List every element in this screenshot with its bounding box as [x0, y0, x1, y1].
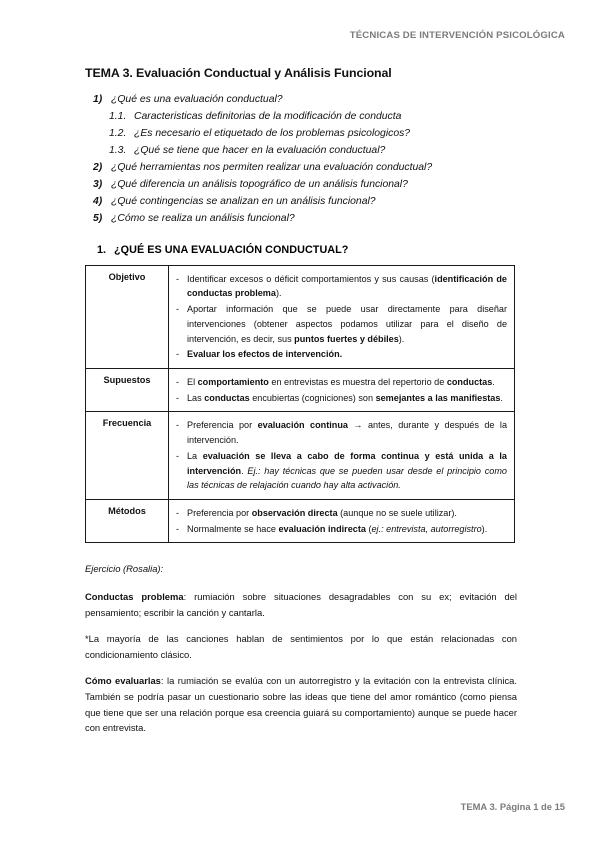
- outline-item-number: 2): [93, 161, 103, 173]
- bullet-item: [176, 391, 507, 406]
- outline-item-number: 4): [93, 195, 103, 207]
- concept-table: [85, 265, 515, 544]
- bullet-item: [176, 506, 507, 521]
- text-run: El: [187, 376, 198, 387]
- outline-item-number: 5): [93, 212, 103, 224]
- text-run: (aunque no se suele utilizar).: [337, 507, 457, 518]
- outline-item: [85, 177, 517, 194]
- text-run: identificación de conductas problema: [187, 273, 507, 299]
- songs-note: [85, 631, 517, 662]
- bullet-item: [176, 375, 507, 390]
- outline-item-label: ¿Qué es una evaluación conductual?: [111, 94, 283, 105]
- outline-item: [85, 143, 517, 160]
- outline-item: [85, 92, 517, 109]
- table-row-label: Métodos: [86, 499, 169, 542]
- exercise-label: [85, 561, 517, 577]
- text-run: Aportar información que se puede usar directamente para diseñar intervenciones (obtener aspectos podamos utilizar para el diseño de intervención, es decir, sus: [187, 304, 507, 344]
- text-run: Evaluar los efectos de intervención.: [187, 349, 343, 360]
- prose-section: [85, 561, 517, 735]
- outline-item-number: 1.3.: [109, 144, 127, 156]
- text-run: → antes, durante y después de la intervención.: [187, 420, 508, 446]
- text-run: puntos fuertes y débiles: [294, 333, 399, 344]
- concept-table-body: [86, 265, 515, 543]
- table-row-content: [169, 412, 515, 500]
- bullet-list: [176, 418, 507, 493]
- text-run: La: [187, 450, 203, 461]
- text-run: .: [500, 392, 503, 403]
- text-run: Normalmente se hace: [187, 523, 279, 534]
- table-row-content: [169, 368, 515, 411]
- outline-list: [85, 92, 517, 228]
- text-run: Ej.: hay técnicas que se pueden usar desde el principio como las técnicas de relajación cuando hay alta activación.: [187, 465, 507, 491]
- text-run: .: [241, 465, 248, 476]
- text-run: evaluación continua: [257, 420, 348, 431]
- running-header: TÉCNICAS DE INTERVENCIÓN PSICOLÓGICA: [349, 30, 565, 41]
- section-heading-text: ¿QUÉ ES UNA EVALUACIÓN CONDUCTUAL?: [114, 243, 349, 256]
- page-title: TEMA 3. Evaluación Conductual y Análisis Funcional: [85, 66, 392, 80]
- text-run: conductas: [204, 392, 250, 403]
- text-run: ).: [398, 333, 405, 344]
- text-run: Preferencia por: [187, 507, 252, 518]
- text-run: ).: [481, 523, 488, 534]
- outline-item-label: ¿Qué diferencia un análisis topográfico de un análisis funcional?: [111, 178, 408, 190]
- text-run: conductas: [446, 376, 493, 387]
- text-run: evaluación se lleva a cabo de forma continua y está unida a la intervención: [187, 450, 507, 476]
- text-run: : la rumiación se evalúa con un autorregistro y la evitación con la entrevista clínica. También se podría pasar un cuestionario sobre las ideas que tiene del amor romántico (como piensa que tiene que ser una relación porque esa creencia guiará su comportamiento) aunque se puede hacer con entrevista.: [85, 675, 517, 734]
- table-row-content: [169, 265, 515, 368]
- outline-item: [85, 194, 517, 211]
- bullet-list: [176, 375, 507, 405]
- text-run: Las: [187, 392, 205, 403]
- text-run: Conductas problema: [85, 591, 184, 603]
- text-run: Ejercicio (Rosalia):: [85, 563, 164, 575]
- table-row-label: Supuestos: [86, 368, 169, 411]
- section-number: 1.: [97, 243, 107, 256]
- bullet-item: [176, 302, 507, 346]
- table-row-label: Objetivo: [86, 265, 169, 368]
- table-row-content: [169, 499, 515, 542]
- text-run: (: [365, 523, 372, 534]
- text-run: semejantes a las manifiestas: [375, 392, 501, 403]
- outline-item: [85, 126, 517, 143]
- outline-item-label: ¿Es necesario el etiquetado de los problemas psicologicos?: [134, 127, 411, 139]
- text-run: ).: [275, 288, 282, 299]
- outline-item-label: ¿Qué contingencias se analizan en un análisis funcional?: [111, 195, 376, 207]
- outline-item-number: 1.2.: [109, 127, 127, 139]
- text-run: Identificar excesos o déficit comportamientos y sus causas (: [187, 273, 435, 284]
- text-run: en entrevistas es muestra del repertorio de: [268, 376, 447, 387]
- text-run: encubiertas (cogniciones) son: [249, 392, 376, 403]
- bullet-item: [176, 522, 507, 537]
- bullet-list: [176, 506, 507, 536]
- running-footer: TEMA 3. Página 1 de 15: [460, 801, 565, 812]
- bullet-item: [176, 449, 507, 493]
- outline-item-number: 3): [93, 178, 103, 190]
- outline-item: [85, 109, 517, 126]
- bullet-item: [176, 347, 507, 362]
- outline-item: [85, 211, 517, 228]
- bullet-item: [176, 272, 507, 301]
- outline-item-number: 1): [93, 94, 103, 105]
- bullet-item: [176, 418, 507, 447]
- how-to-evaluate: [85, 673, 517, 735]
- outline-item-number: 1.1.: [109, 110, 127, 122]
- table-row: [86, 265, 515, 368]
- outline-item-label: ¿Qué se tiene que hacer en la evaluación conductual?: [134, 144, 386, 156]
- outline-item-label: Caracteristicas definitorias de la modificación de conducta: [134, 110, 402, 122]
- section-heading: [97, 244, 517, 256]
- table-row: [86, 499, 515, 542]
- text-run: .: [492, 376, 495, 387]
- text-run: evaluación indirecta: [278, 523, 366, 534]
- outline-item-label: ¿Qué herramientas nos permiten realizar una evaluación conductual?: [111, 161, 433, 173]
- text-run: Cómo evaluarlas: [85, 675, 161, 687]
- page-content: [85, 66, 517, 736]
- text-run: ej.: entrevista, autorregistro: [371, 523, 482, 534]
- bullet-list: [176, 272, 507, 362]
- outline-item: [85, 160, 517, 177]
- table-row: [86, 368, 515, 411]
- text-run: : rumiación sobre situaciones desagradables con su ex; evitación del pensamiento; escribir la canción y cantarla.: [85, 591, 517, 618]
- outline-item-label: ¿Cómo se realiza un análisis funcional?: [111, 212, 295, 224]
- text-run: comportamiento: [197, 376, 269, 387]
- table-row: [86, 412, 515, 500]
- text-run: observación directa: [251, 507, 338, 518]
- text-run: *La mayoría de las canciones hablan de sentimientos por lo que están relacionadas con condicionamiento clásico.: [85, 633, 517, 660]
- text-run: Preferencia por: [187, 420, 258, 431]
- problem-behaviors: [85, 589, 517, 620]
- table-row-label: Frecuencia: [86, 412, 169, 500]
